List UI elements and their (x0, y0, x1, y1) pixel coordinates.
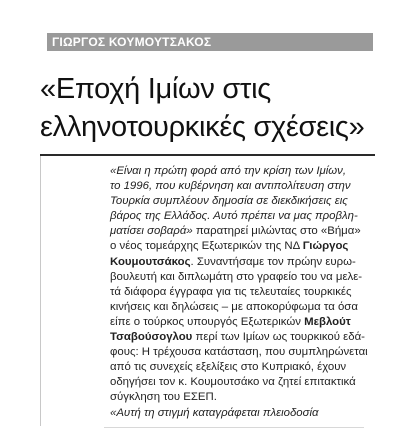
text-run: «Αυτή τη στιγμή καταγράφεται πλειοδοσία (110, 406, 319, 419)
text-run: «Είναι η πρώτη φορά από την κρίση των Ιμίων, (110, 165, 346, 177)
article-body (110, 164, 368, 421)
body-line (110, 300, 360, 315)
body-line (110, 390, 360, 405)
text-run: οδηγήσει τον κ. Κουμουτσάκο να ζητεί επιτακτικά (110, 376, 356, 389)
bold-name: Μεβλούτ (304, 315, 351, 328)
author-byline: ΓΙΩΡΓΟΣ ΚΟΥΜΟΥΤΣΑΚΟΣ (52, 35, 212, 49)
text-run: το 1996, που κυβέρνηση και αντιπολίτευση στην (110, 180, 351, 193)
text-run: ματίσει σοβαρά» (110, 225, 196, 238)
bold-name: Κουμουτσάκος (110, 255, 191, 268)
headline-line: ελληνοτουρκικές σχέσεις» (40, 111, 365, 143)
body-line (110, 315, 360, 330)
text-run: . Συναντήσαμε τον πρώην ευρω- (190, 255, 356, 268)
bold-name: Τσαβούσογλου (110, 331, 193, 344)
text-run: βάρος της Ελλάδος. Αυτό πρέπει να μας προβλη- (110, 210, 358, 223)
text-run: κινήσεις και δηλώσεις – με αποκορύφωμα τα όσα (110, 300, 358, 313)
body-line (110, 194, 360, 209)
text-run: φους: Η τρέχουσα κατάσταση, που συμπληρώνεται (110, 346, 368, 359)
column-rule (40, 156, 41, 426)
body-line (110, 164, 360, 179)
headline-divider (40, 154, 375, 156)
text-run: σύγκληση του ΕΣΕΠ. (110, 391, 217, 404)
text-run: περί των Ιμίων ως τουρκικού εδά- (192, 331, 365, 344)
body-line (110, 330, 365, 345)
text-run: βουλευτή και διπλωμάτη στο γραφείο του να μελε- (110, 270, 363, 283)
bottom-rule (104, 427, 364, 428)
text-run: Τουρκία συμπλέουν δημοσία σε διεκδικήσεις εις (110, 195, 348, 208)
body-line (110, 224, 360, 239)
body-line (110, 360, 360, 375)
article-headline (40, 70, 380, 146)
headline-line: «Εποχή Ιμίων στις (40, 73, 271, 105)
body-line (110, 209, 360, 224)
bold-name: Γιώργος (302, 240, 349, 253)
body-line (110, 345, 368, 360)
text-run: ο νέος τομεάρχης Εξωτερικών της ΝΔ (110, 240, 303, 253)
body-line (110, 239, 360, 254)
body-line (110, 255, 360, 270)
text-run: είπε ο τούρκος υπουργός Εξωτερικών (110, 315, 305, 328)
body-line (110, 375, 360, 390)
body-line (110, 285, 360, 300)
text-run: παρατηρεί μιλώντας στο «Βήμα» (195, 225, 361, 238)
text-run: τά διάφορα έγγραφα για τις τελευταίες τουρκικές (110, 285, 352, 298)
body-line (110, 406, 360, 421)
body-line (110, 270, 363, 285)
body-line (110, 179, 360, 194)
text-run: από τις συνεχείς εξελίξεις στο Κυπριακό, έχουν (110, 361, 347, 374)
